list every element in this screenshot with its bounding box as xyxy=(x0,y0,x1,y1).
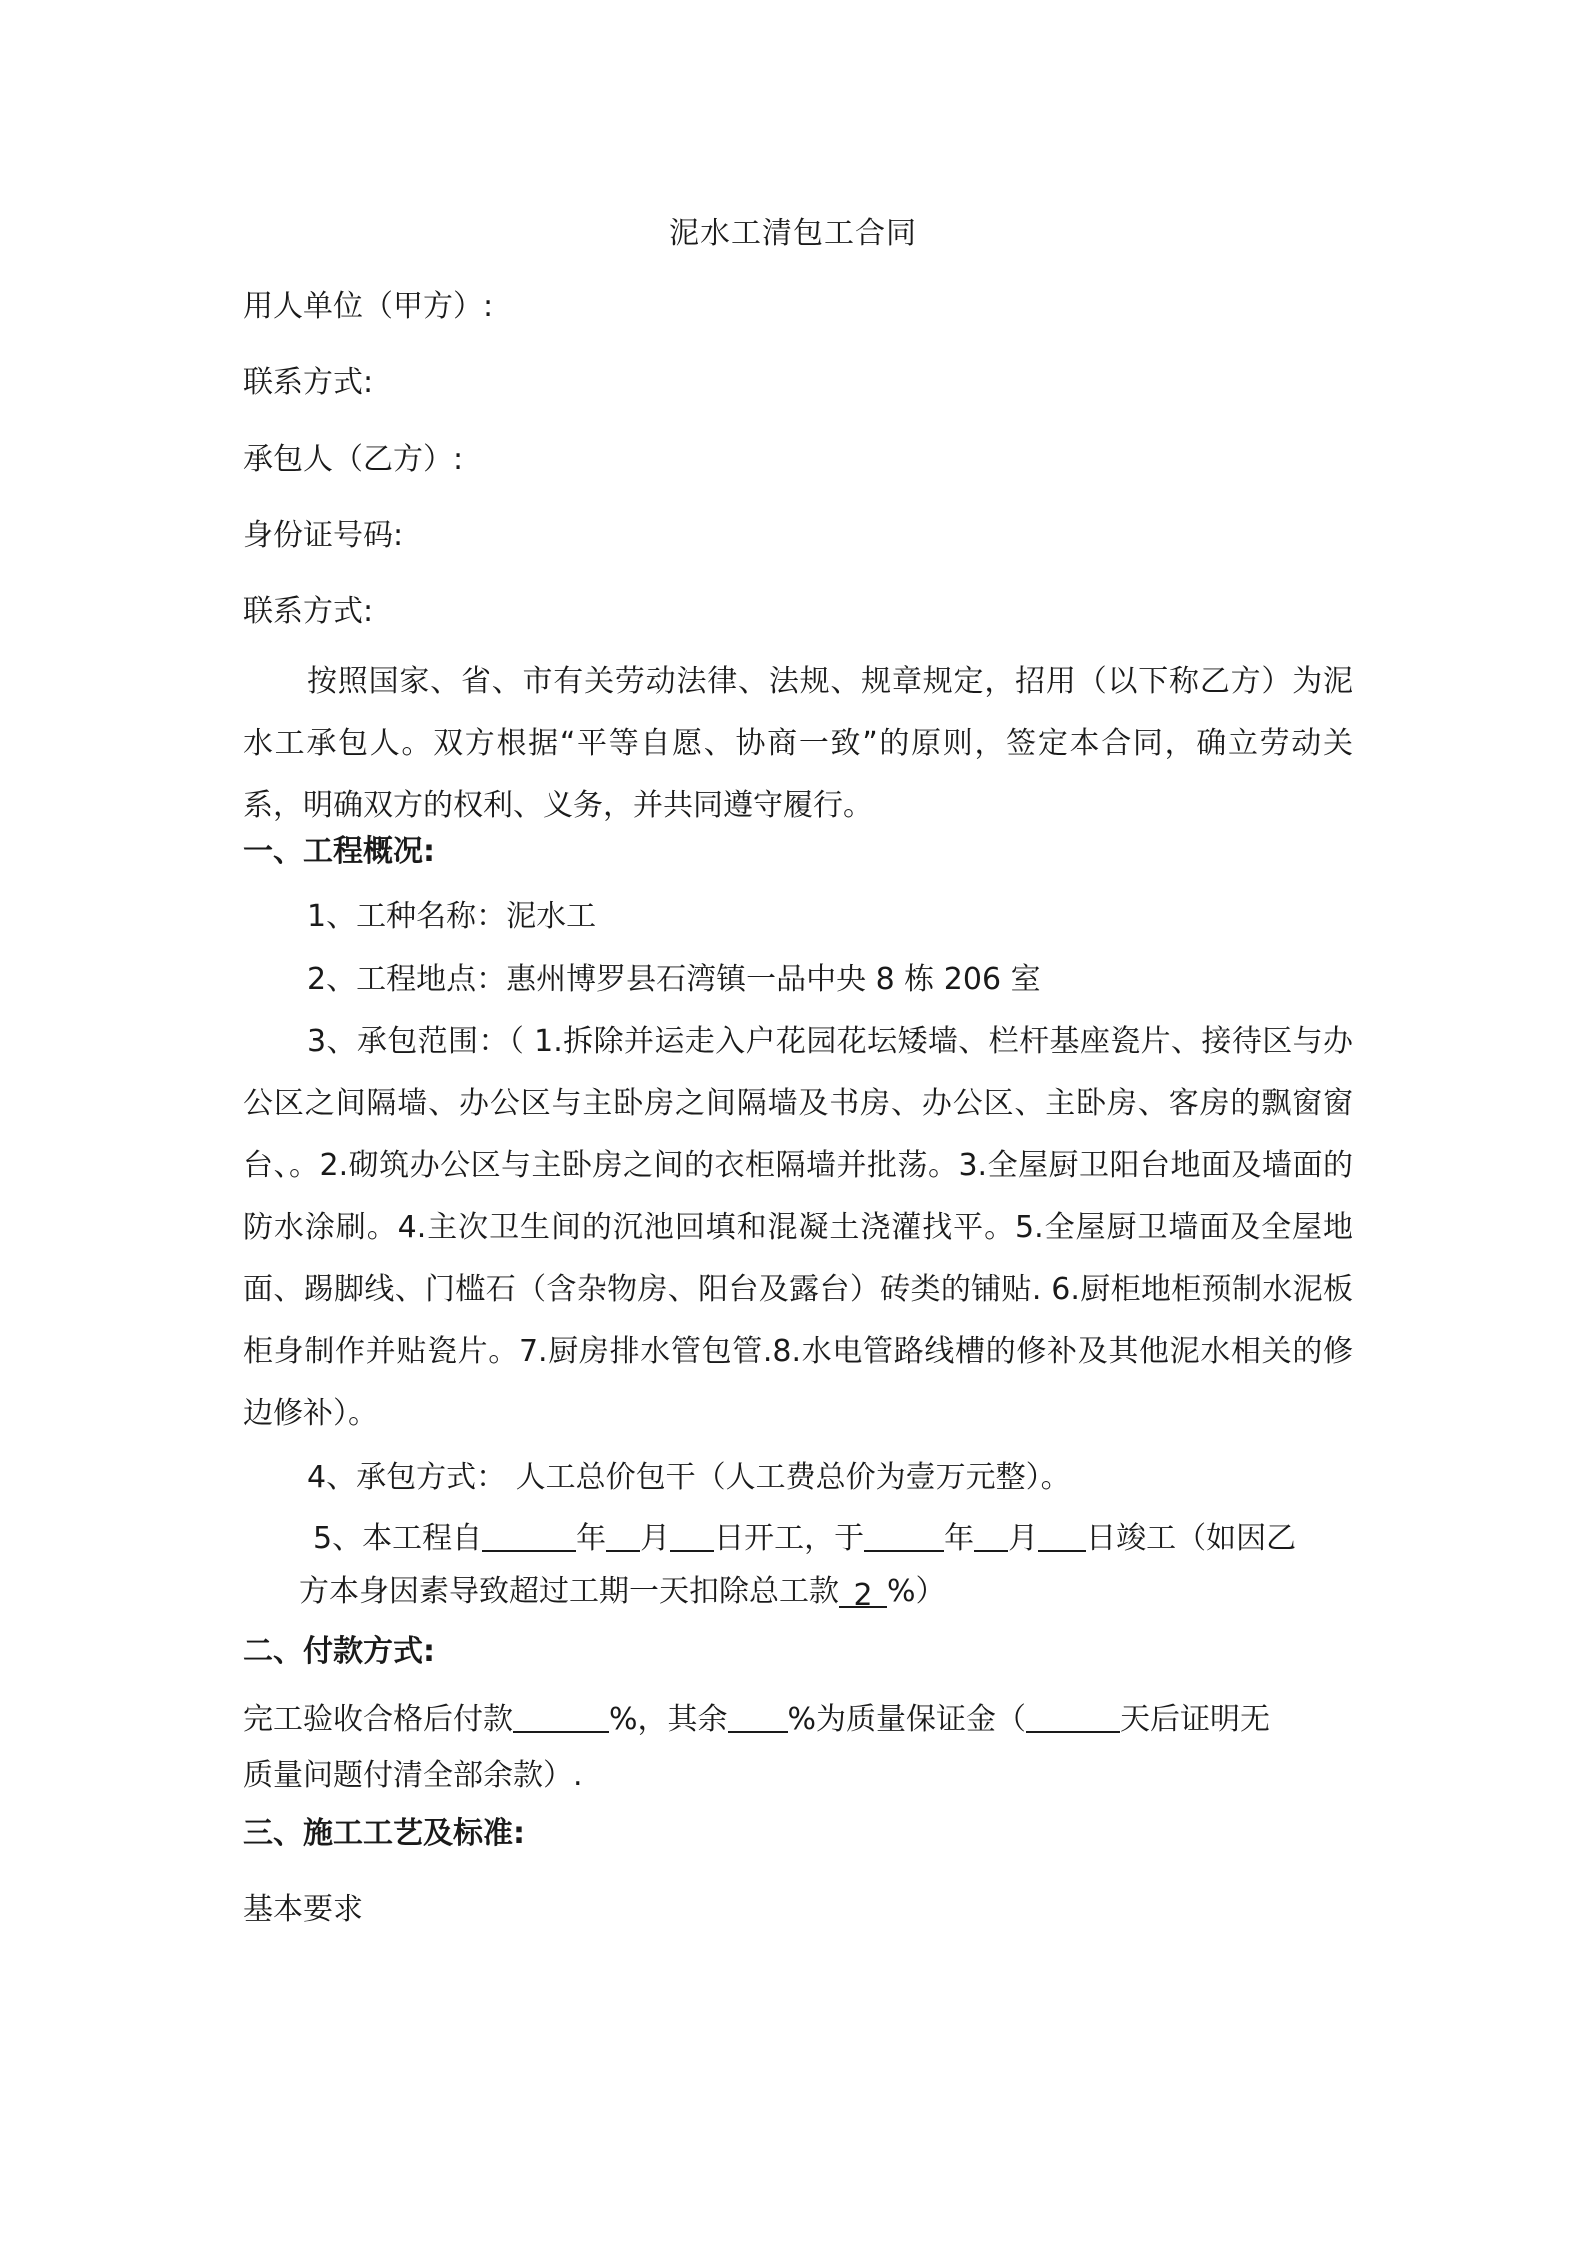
start-month-blank[interactable] xyxy=(606,1520,640,1552)
start-year-blank[interactable] xyxy=(482,1520,576,1552)
payment-part4: 天后证明无 xyxy=(1120,1702,1271,1737)
basic-requirements-label: 基本要求 xyxy=(243,1892,363,1927)
schedule-prefix: 5、本工程自 xyxy=(313,1521,483,1556)
penalty-suffix: %） xyxy=(887,1574,946,1609)
penalty-blank[interactable]: 2 xyxy=(839,1576,887,1608)
end-year-label: 年 xyxy=(944,1521,975,1556)
start-year-label: 年 xyxy=(576,1521,607,1556)
retention-days-blank[interactable] xyxy=(1026,1701,1120,1733)
item-5-schedule-line1 xyxy=(313,1519,1296,1559)
party-a-label: 用人单位（甲方）: xyxy=(243,289,494,324)
start-day-label: 日开工，于 xyxy=(714,1521,865,1556)
end-day-blank[interactable] xyxy=(1038,1520,1086,1552)
start-month-label: 月 xyxy=(640,1521,671,1556)
item-3-scope: 3、承包范围：（ 1.拆除并运走入户花园花坛矮墙、栏杆基座瓷片、接待区与办公区之间隔墙、办公区与主卧房之间隔墙及书房、办公区、主卧房、客房的飘窗窗台、。2.砌筑办公区与主卧房之间的衣柜隔墙并批荡。3.全屋厨卫阳台地面及墙面的防水涂刷。4.主次卫生间的沉池回填和混凝土浇灌找平。5.全屋厨卫墙面及全屋地面、踢脚线、门槛石（含杂物房、阳台及露台）砖类的铺贴. 6.厨柜地柜预制水泥板柜身制作并贴瓷片。7.厨房排水管包管.8.水电管路线槽的修补及其他泥水相关的修边修补）。 xyxy=(243,1024,1353,1431)
payment-line2: 质量问题付清全部余款）. xyxy=(243,1758,583,1793)
end-day-label: 日竣工（如因乙 xyxy=(1086,1521,1297,1556)
section-3-heading: 三、施工工艺及标准: xyxy=(243,1816,525,1851)
section-1-heading: 一、工程概况: xyxy=(243,834,435,869)
intro-paragraph: 按照国家、省、市有关劳动法律、法规、规章规定，招用（以下称乙方）为泥水工承包人。双方根据“平等自愿、协商一致”的原则，签定本合同，确立劳动关系，明确双方的权利、义务，并共同遵守履行。 xyxy=(243,664,1353,823)
section-2-heading: 二、付款方式: xyxy=(243,1634,435,1669)
retention-percent-blank[interactable] xyxy=(728,1701,788,1733)
penalty-prefix: 方本身因素导致超过工期一天扣除总工款 xyxy=(299,1574,839,1609)
start-day-blank[interactable] xyxy=(670,1520,714,1552)
party-b-id-label: 身份证号码: xyxy=(243,518,404,553)
payment-line1 xyxy=(243,1700,1270,1740)
party-a-contact-label: 联系方式: xyxy=(243,365,374,400)
end-year-blank[interactable] xyxy=(864,1520,944,1552)
item-1-trade-name: 1、工种名称：泥水工 xyxy=(307,899,597,934)
document-title: 泥水工清包工合同 xyxy=(669,216,917,251)
end-month-label: 月 xyxy=(1008,1521,1039,1556)
payment-part1: 完工验收合格后付款 xyxy=(243,1702,513,1737)
end-month-blank[interactable] xyxy=(974,1520,1008,1552)
payment-part2: %，其余 xyxy=(609,1702,728,1737)
item-2-location: 2、工程地点：惠州博罗县石湾镇一品中央 8 栋 206 室 xyxy=(307,962,1041,997)
payment-percent-blank[interactable] xyxy=(513,1701,609,1733)
party-b-contact-label: 联系方式: xyxy=(243,594,374,629)
item-4-method: 4、承包方式： 人工总价包干（人工费总价为壹万元整）。 xyxy=(307,1460,1071,1495)
item-5-schedule-line2 xyxy=(299,1572,946,1612)
payment-part3: %为质量保证金（ xyxy=(787,1702,1027,1737)
party-b-label: 承包人（乙方）: xyxy=(243,442,464,477)
